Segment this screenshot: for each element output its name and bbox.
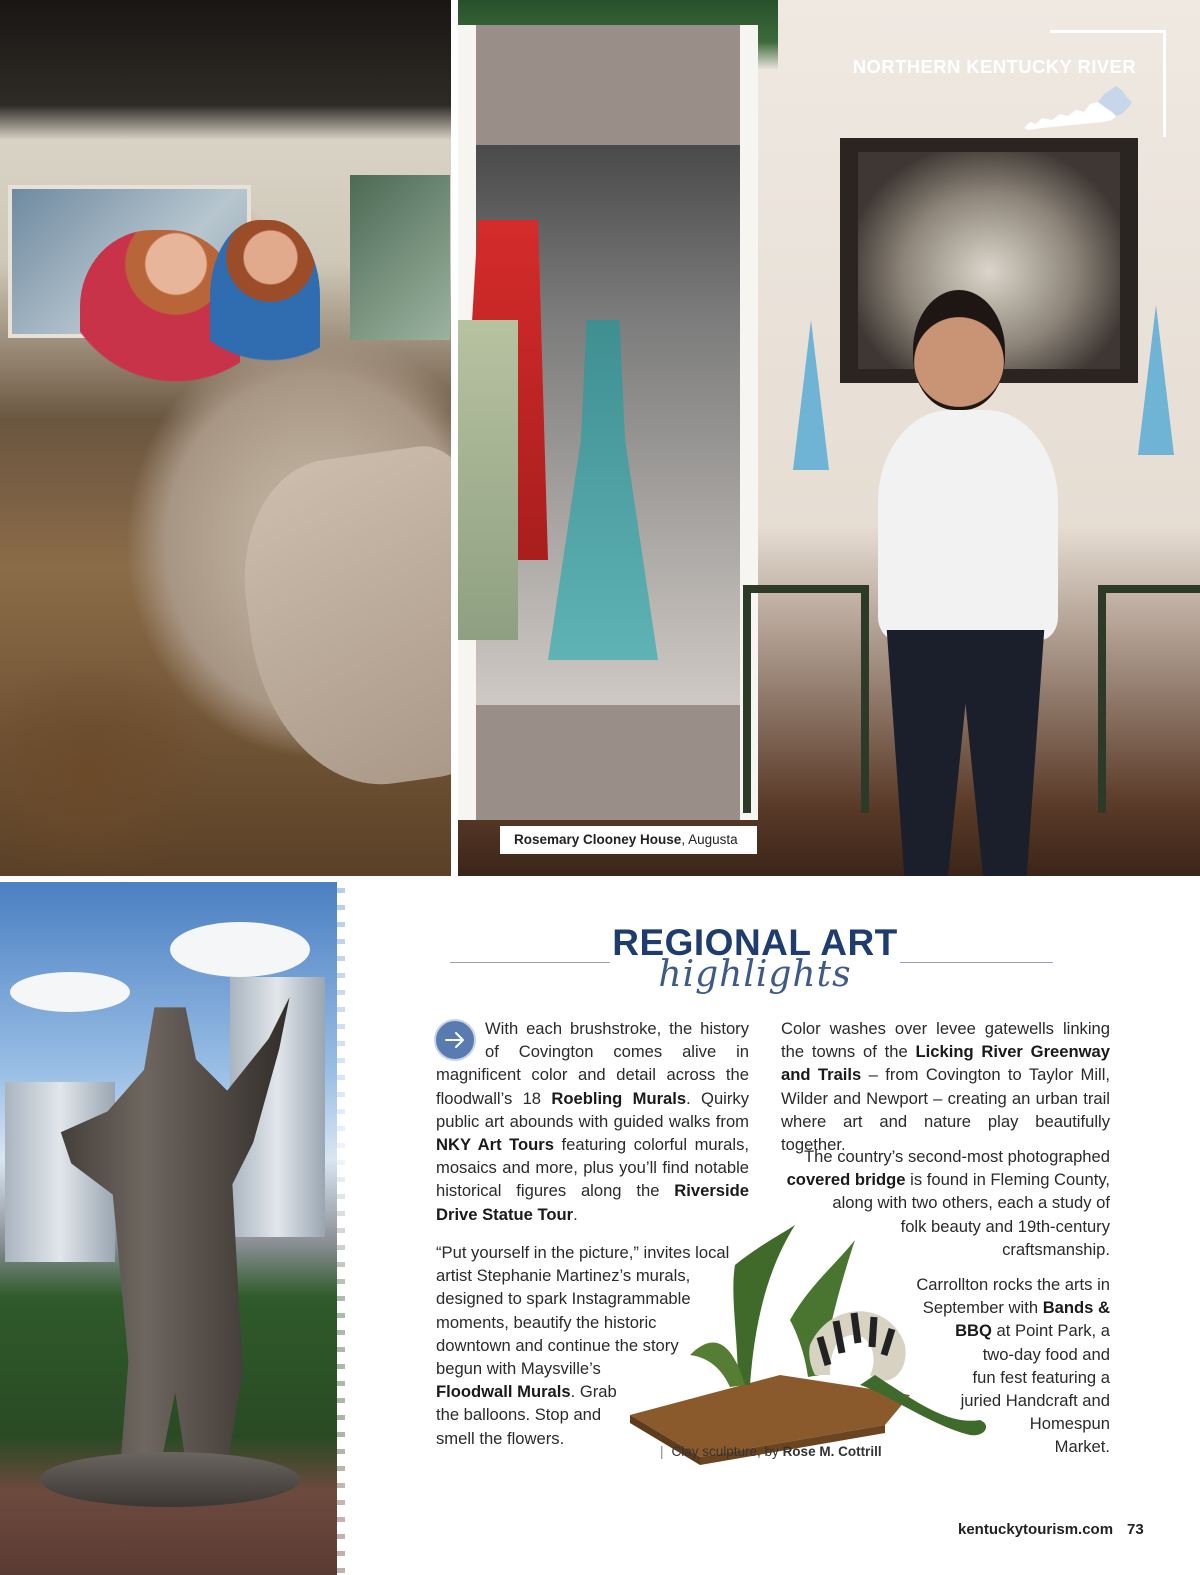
text-line: fun fest featuring a: [972, 1367, 1110, 1387]
caption-bold: Rosemary Clooney House: [514, 832, 682, 847]
clay-sculpture-image: [630, 1225, 1000, 1465]
photo-woman-head: [913, 290, 1005, 410]
text-line: artist Stephanie Martinez’s murals,: [436, 1266, 691, 1286]
text-line: craftsmanship.: [1002, 1239, 1110, 1259]
photo-woman-pants: [878, 630, 1053, 876]
text-line: Market.: [1054, 1437, 1110, 1457]
photo-tree-right: [1138, 305, 1174, 455]
photo-window-right: [350, 175, 450, 340]
photo-chair-right: [1098, 585, 1200, 813]
text-line: begun with Maysville’s: [436, 1359, 601, 1379]
photo-chair-left: [743, 585, 869, 813]
photo-adult: [210, 220, 320, 390]
region-tag: NORTHERN KENTUCKY RIVER: [852, 56, 1136, 77]
photo-caption-clooney: [500, 826, 757, 854]
text-line: along with two others, each a study of: [832, 1193, 1110, 1213]
page-number: 73: [1127, 1521, 1144, 1538]
text-line: smell the flowers.: [436, 1428, 565, 1448]
section-title-main: REGIONAL ART: [612, 922, 898, 963]
photo-torn-edge: [337, 882, 345, 1575]
photo-rock: [228, 440, 451, 800]
section-title: [450, 922, 1053, 1012]
photo-woman-shirt: [878, 410, 1058, 640]
caption-location: , Augusta: [681, 832, 738, 847]
sculpture-caption: | Clay sculpture, by Rose M. Cottrill: [660, 1444, 882, 1459]
title-rule-right: [900, 962, 1053, 963]
text-line: “Put yourself in the picture,” invites local: [436, 1243, 730, 1262]
text-line: covered bridge is found in Fleming County,: [786, 1170, 1110, 1190]
text-line: Homespun: [1029, 1414, 1110, 1434]
text-line: the balloons. Stop and: [436, 1405, 602, 1425]
text-line: folk beauty and 19th-century: [900, 1216, 1110, 1236]
photo-tree-left: [793, 320, 829, 470]
photo-statue: [0, 882, 345, 1575]
col1-paragraph-1: [436, 1017, 749, 1226]
col1-paragraph-1-text: With each brushstroke, the history of Covington comes alive in magnificent color and detail across the floodwall’s 18 Roebling Murals. Quirky public art abounds with guided walks from NKY Art Tours featuring colorful murals, mosaics and more, plus you’ll find notable historical figures along the Riverside Drive Statue Tour.: [436, 1019, 749, 1224]
sculpture-caption-artist: Rose M. Cottrill: [782, 1444, 882, 1459]
text-line: juried Handcraft and: [960, 1391, 1110, 1411]
text-line: downtown and continue the story: [436, 1335, 679, 1355]
text-line: BBQ at Point Park, a: [955, 1321, 1110, 1341]
text-line: moments, beautify the historic: [436, 1312, 657, 1332]
text-line: Floodwall Murals. Grab: [436, 1382, 617, 1402]
photo-statue-base: [40, 1452, 300, 1507]
text-line: two-day food and: [982, 1344, 1110, 1364]
kentucky-map-icon: [1022, 84, 1134, 134]
section-title-script: highlights: [658, 954, 852, 995]
sculpture-caption-prefix: Clay sculpture, by: [671, 1444, 783, 1459]
text-line: September with Bands &: [922, 1298, 1110, 1318]
text-line: designed to spark Instagrammable: [436, 1289, 691, 1309]
footer-url: kentuckytourism.com: [958, 1521, 1114, 1538]
col2-paragraph-1: Color washes over levee gatewells linking the towns of the Licking River Greenway and Trails – from Covington to Taylor Mill, Wilder and Newport – creating an urban trail where art and nature play beautifully together.: [781, 1019, 1111, 1155]
photo-cloud: [10, 972, 130, 1012]
text-line: The country’s second-most photographed: [804, 1147, 1110, 1166]
photo-touch-pool: [0, 0, 451, 876]
text-line: Carrollton rocks the arts in: [916, 1275, 1110, 1294]
title-rule-left: [450, 962, 610, 963]
photo-cloud: [170, 922, 310, 977]
photo-green-dress: [458, 320, 518, 640]
